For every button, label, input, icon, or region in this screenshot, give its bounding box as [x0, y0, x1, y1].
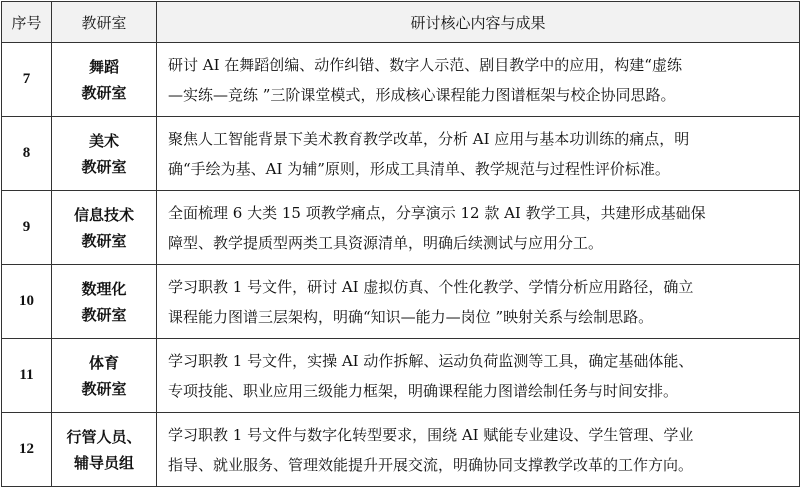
department-line: 舞蹈	[88, 57, 119, 76]
row-department	[52, 191, 157, 265]
department-line: 美术	[88, 131, 119, 150]
row-content	[157, 413, 800, 487]
department-line: 行管人员、	[66, 427, 142, 446]
content-line: 专项技能、职业应用三级能力框架，明确课程能力图谱绘制任务与时间安排。	[168, 381, 679, 400]
row-content	[157, 191, 800, 265]
row-department	[52, 339, 157, 413]
department-line: 教研室	[81, 83, 127, 102]
table-row	[2, 413, 800, 487]
row-content	[157, 117, 800, 191]
header-index: 序号	[2, 2, 52, 43]
department-line: 体育	[88, 353, 119, 372]
row-department	[52, 413, 157, 487]
row-index: 9	[2, 191, 52, 265]
row-index: 12	[2, 413, 52, 487]
header-content: 研讨核心内容与成果	[157, 2, 800, 43]
table-row	[2, 43, 800, 117]
table-row	[2, 339, 800, 413]
row-index: 11	[2, 339, 52, 413]
table-row	[2, 265, 800, 339]
content-line: 研讨 AI 在舞蹈创编、动作纠错、数字人示范、剧目教学中的应用，构建“虚练	[168, 55, 682, 74]
content-line: 指导、就业服务、管理效能提升开展交流，明确协同支撑教学改革的工作方向。	[168, 455, 694, 474]
row-department	[52, 43, 157, 117]
content-line: 确“手绘为基、AI 为辅”原则，形成工具清单、教学规范与过程性评价标准。	[168, 159, 670, 178]
content-line: —实练—竞练 ”三阶课堂模式，形成核心课程能力图谱框架与校企协同思路。	[168, 85, 676, 104]
seminar-table	[1, 1, 800, 487]
department-line: 教研室	[81, 379, 127, 398]
content-line: 聚焦人工智能背景下美术教育教学改革，分析 AI 应用与基本功训练的痛点，明	[168, 129, 690, 148]
department-line: 辅导员组	[73, 453, 134, 472]
content-line: 学习职教 1 号文件与数字化转型要求，围绕 AI 赋能专业建设、学生管理、学业	[168, 425, 694, 444]
department-line: 教研室	[81, 305, 127, 324]
department-line: 信息技术	[73, 205, 134, 224]
content-line: 学习职教 1 号文件，研讨 AI 虚拟仿真、个性化教学、学情分析应用路径，确立	[168, 277, 694, 296]
row-content	[157, 339, 800, 413]
table-header-row	[2, 2, 800, 43]
department-line: 数理化	[81, 279, 127, 298]
content-line: 障型、教学提质型两类工具资源清单，明确后续测试与应用分工。	[168, 233, 604, 252]
header-department: 教研室	[52, 2, 157, 43]
row-content	[157, 265, 800, 339]
content-line: 全面梳理 6 大类 15 项教学痛点，分享演示 12 款 AI 教学工具，共建形成基础保	[168, 203, 706, 222]
table-row	[2, 117, 800, 191]
department-line: 教研室	[81, 231, 127, 250]
content-line: 学习职教 1 号文件，实操 AI 动作拆解、运动负荷监测等工具，确定基础体能、	[168, 351, 694, 370]
row-index: 10	[2, 265, 52, 339]
row-department	[52, 117, 157, 191]
content-line: 课程能力图谱三层架构，明确“知识—能力—岗位 ”映射关系与绘制思路。	[168, 307, 654, 326]
row-content	[157, 43, 800, 117]
row-index: 8	[2, 117, 52, 191]
row-department	[52, 265, 157, 339]
table-row	[2, 191, 800, 265]
department-line: 教研室	[81, 157, 127, 176]
row-index: 7	[2, 43, 52, 117]
